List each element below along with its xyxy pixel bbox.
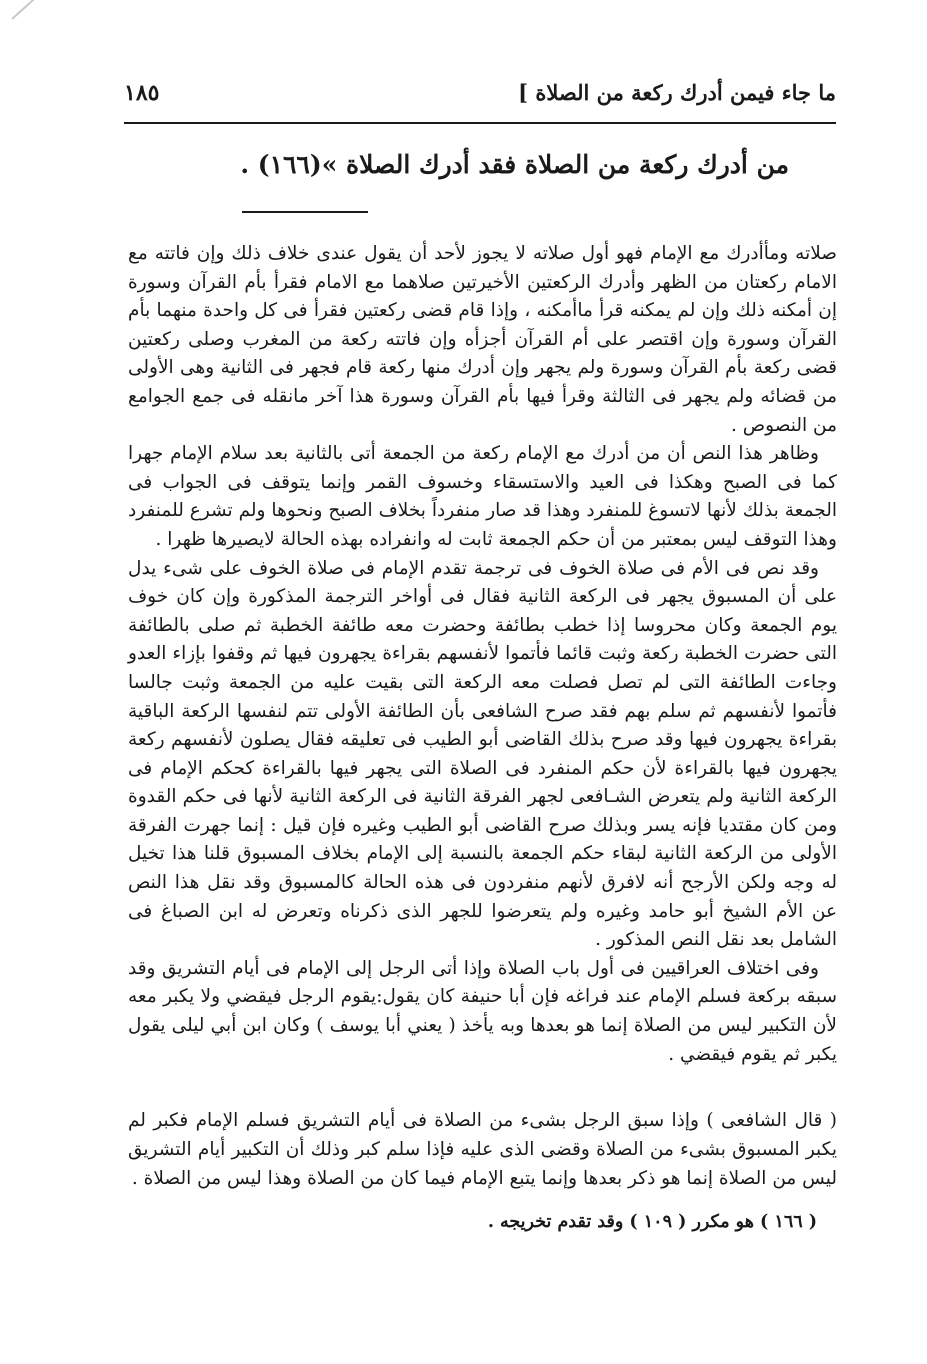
shafii-quote: ( قال الشافعى ) وإذا سبق الرجل بشىء من الصلاة فى أيام التشريق فسلم الإمام فكبر لم يكبر المسبوق بشىء من الصلاة وقضى الذى عليه فإذا سلم كبر وذلك أن التكبير أيام التشريق ليس من الصلاة إنما هو ذكر بعدها وإنما يتبع الإمام فيما كان من الصلاة وهذا ليس من الصلاة . — [128, 1110, 837, 1189]
hadith-text: من أدرك ركعة من الصلاة فقد أدرك الصلاة »(١٦٦) . — [240, 150, 789, 179]
main-commentary — [128, 240, 837, 1069]
running-header-title: ما جاء فيمن أدرك ركعة من الصلاة ] — [518, 80, 836, 105]
paragraph: وظاهر هذا النص أن من أدرك مع الإمام ركعة من الجمعة أتى بالثانية بعد سلام الإمام جهرا كما فى الصبح وهكذا فى العيد والاستسقاء وخسوف القمر وإنما يتوقف فى الجواب فى الجمعة بذلك لأنها لاتسوغ للمنفرد وهذا قد صار منفرداً بخلاف الصبح ونحوها ولم تشرع للمنفرد وهذا التوقف ليس بمعتبر من أن حكم الجمعة ثابت له وانفراده بهذه الحالة لايصيرها ظهرا . — [128, 443, 837, 550]
paragraph: وفى اختلاف العراقيين فى أول باب الصلاة وإذا أتى الرجل إلى الإمام فى أيام التشريق وقد سبقه بركعة فسلم الإمام عند فراغه فإن أبا حنيفة كان يقول:يقوم الرجل فيقضي ولا يكبر معه لأن التكبير ليس من الصلاة إنما هو بعدها وبه يأخذ ( يعني أبا يوسف ) وكان ابن أبي ليلى يقول يكبر ثم يقوم فيقضي . — [128, 957, 837, 1065]
page-number: ١٨٥ — [124, 80, 160, 106]
paragraph: وقد نص فى الأم فى صلاة الخوف فى ترجمة تقدم الإمام فى صلاة الخوف على شىء يدل على أن المسبوق يجهر فى الركعة الثانية فقال فى أواخر الترجمة المذكورة وإن كان خوف يوم الجمعة وكان محروسا إذا خطب بطائفة وحضرت معه طائفة الخطبة ثم صلى بالطائفة التى حضرت الخطبة ركعة وثبت قائما فأتموا لأنفسهم بقراءة يجهرون فيها ثم وقفوا بإزاء العدو وجاءت الطائفة التى لم تصل فصلت معه الركعة التى بقيت عليه من الجمعة وثبت جالسا فأتموا لأنفسهم ثم سلم بهم فقد صرح الشافعى بأن الطائفة الأولى تتم لنفسها الركعة الباقية بقراءة يجهرون فيها وقد صرح بذلك القاضى أبو الطيب فى تعليقه فقال يصلون لأنفسهم ركعة يجهرون فيها بالقراءة لأن حكم المنفرد فى الصلاة التى يجهر فيها بالقراءة كحكم الإمام فى الركعة الثانية ولم يتعرض الشـافعى لجهر الفرقة الثانية فى الركعة الثانية لأنها فى حكم القدوة ومن كان مقتديا فإنه يسر وبذلك صرح القاضى أبو الطيب وغيره فإن قيل : إنما جهرت الفرقة الأولى من الركعة الثانية لبقاء حكم الجمعة بالنسبة إلى الإمام بخلاف المسبوق قلنا هذا تخيل له وجه ولكن الأرجح أنه لافرق لأنهم منفردون فى هذه الحالة كالمسبوق وقد نقل هذا النص عن الأم الشيخ أبو حامد وغيره ولم يتعرضوا للجهر الذى ذكرناه وتعرض له ابن الصباغ فى الشامل بعد نقل النص المذكور . — [128, 557, 837, 951]
paragraph: صلاته ومأأدرك مع الإمام فهو أول صلاته لا يجوز لأحد أن يقول عندى خلاف ذلك وإن فاتته مع الامام ركعتان من الظهر وأدرك الركعتين الأخيرتين صلاهما مع الامام فقرأ بأم القرآن وسورة إن أمكنه ذلك وإن لم يمكنه قرأ ماأمكنه ، وإذا قام قضى ركعتين فقرأ فى كل واحدة منهما بأم القرآن وسورة وإن اقتصر على أم القرآن أجزأه وإن فاتته ركعة من المغرب وصلى ركعتين قضى ركعة بأم القرآن وسورة ولم يجهر وإن أدرك منها ركعة قام فجهر فى الثانية وهى الأولى من قضائه ولم يجهر فى الثالثة وقرأ فيها بأم القرآن وسورة هذا آخر مانقله فى جمع الجوامع من النصوص . — [128, 243, 837, 436]
header-rule — [124, 122, 836, 124]
separator-rule — [242, 211, 368, 213]
running-header — [124, 72, 836, 122]
shafii-quote-block — [128, 1106, 837, 1193]
scan-artifact-line — [11, 0, 47, 20]
footnote: ( ١٦٦ ) هو مكرر ( ١٠٩ ) وقد تقدم تخريجه . — [487, 1212, 817, 1232]
